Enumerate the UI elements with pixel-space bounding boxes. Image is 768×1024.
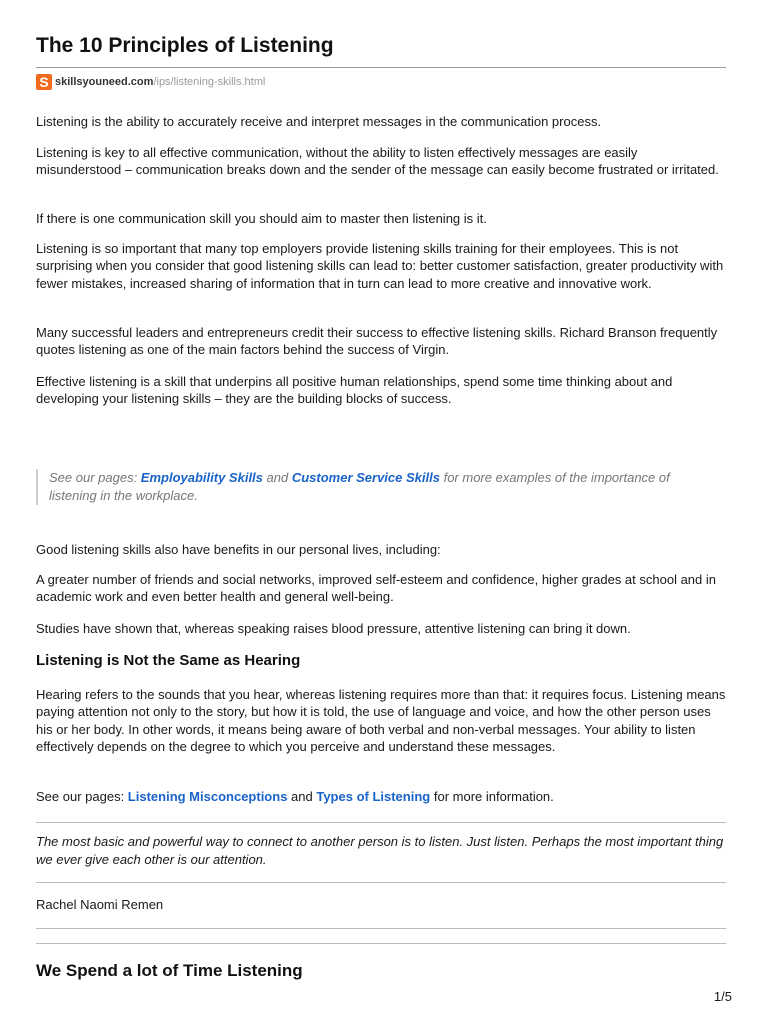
paragraph: A greater number of friends and social networks, improved self-esteem and confidence, higher grades at school and in academic work and even better health and general well-being. xyxy=(36,572,716,605)
section-heading: Listening is Not the Same as Hearing xyxy=(36,652,301,669)
source-path[interactable]: /ips/listening-skills.html xyxy=(153,76,266,88)
employability-skills-link[interactable]: Employability Skills xyxy=(140,470,263,485)
title-divider xyxy=(36,67,726,68)
paragraph: Studies have shown that, whereas speaking raises blood pressure, attentive listening can bring it down. xyxy=(36,621,631,636)
quote-bottom-divider xyxy=(36,928,726,929)
callout-suffix: for more examples of the importance of listening in the workplace. xyxy=(49,470,670,503)
quote-top-divider xyxy=(36,822,726,823)
quote-mid-divider xyxy=(36,882,726,883)
quote-author: Rachel Naomi Remen xyxy=(36,897,164,912)
section-heading: We Spend a lot of Time Listening xyxy=(36,961,303,980)
see-prefix: See our pages: xyxy=(36,789,128,804)
paragraph: Listening is key to all effective communication, without the ability to listen effectively messages are easily misunderstood – communication breaks down and the sender of the message can easily become frustrated or irritated. xyxy=(36,145,719,178)
paragraph: Many successful leaders and entrepreneurs credit their success to effective listening skills. Richard Branson frequently quotes listening as one of the main factors behind the success of Virgin. xyxy=(36,325,718,358)
paragraph: Good listening skills also have benefits in our personal lives, including: xyxy=(36,542,441,557)
page-title: The 10 Principles of Listening xyxy=(36,34,334,57)
customer-service-skills-link[interactable]: Customer Service Skills xyxy=(291,470,440,485)
paragraph: Listening is so important that many top employers provide listening skills training for their employees. This is not surprising when you consider that good listening skills can lead to: better customer satisfaction, greater productivity with fewer mistakes, increased sharing of information that in turn can lead to more creative and innovative work. xyxy=(36,241,724,291)
site-logo-icon: S xyxy=(36,74,52,90)
see-suffix: for more information. xyxy=(430,789,554,804)
source-line xyxy=(36,74,265,90)
types-of-listening-link[interactable]: Types of Listening xyxy=(316,789,431,804)
section-divider xyxy=(36,943,726,944)
callout-prefix: See our pages: xyxy=(49,470,141,485)
paragraph: If there is one communication skill you should aim to master then listening is it. xyxy=(36,211,487,226)
see-pages-line xyxy=(36,788,726,805)
callout-mid: and xyxy=(262,470,292,485)
related-pages-callout xyxy=(36,469,689,505)
source-domain[interactable]: skillsyouneed.com xyxy=(55,76,154,88)
see-mid: and xyxy=(287,789,317,804)
listening-misconceptions-link[interactable]: Listening Misconceptions xyxy=(127,789,288,804)
paragraph: Hearing refers to the sounds that you hear, whereas listening requires more than that: it requires focus. Listening means paying attention not only to the story, but how it is told, the use of language and voice, and how the other person uses his or her body. In other words, it means being aware of both verbal and non-verbal messages. Your ability to listen effectively depends on the degree to which you perceive and understand these messages. xyxy=(36,687,726,754)
paragraph: Effective listening is a skill that underpins all positive human relationships, spend some time thinking about and developing your listening skills – they are the building blocks of success. xyxy=(36,374,673,407)
page-number: 1/5 xyxy=(713,989,732,1004)
quote-text: The most basic and powerful way to connect to another person is to listen. Just listen. Perhaps the most important thing we ever give each other is our attention. xyxy=(36,834,724,867)
paragraph: Listening is the ability to accurately receive and interpret messages in the communication process. xyxy=(36,114,602,129)
